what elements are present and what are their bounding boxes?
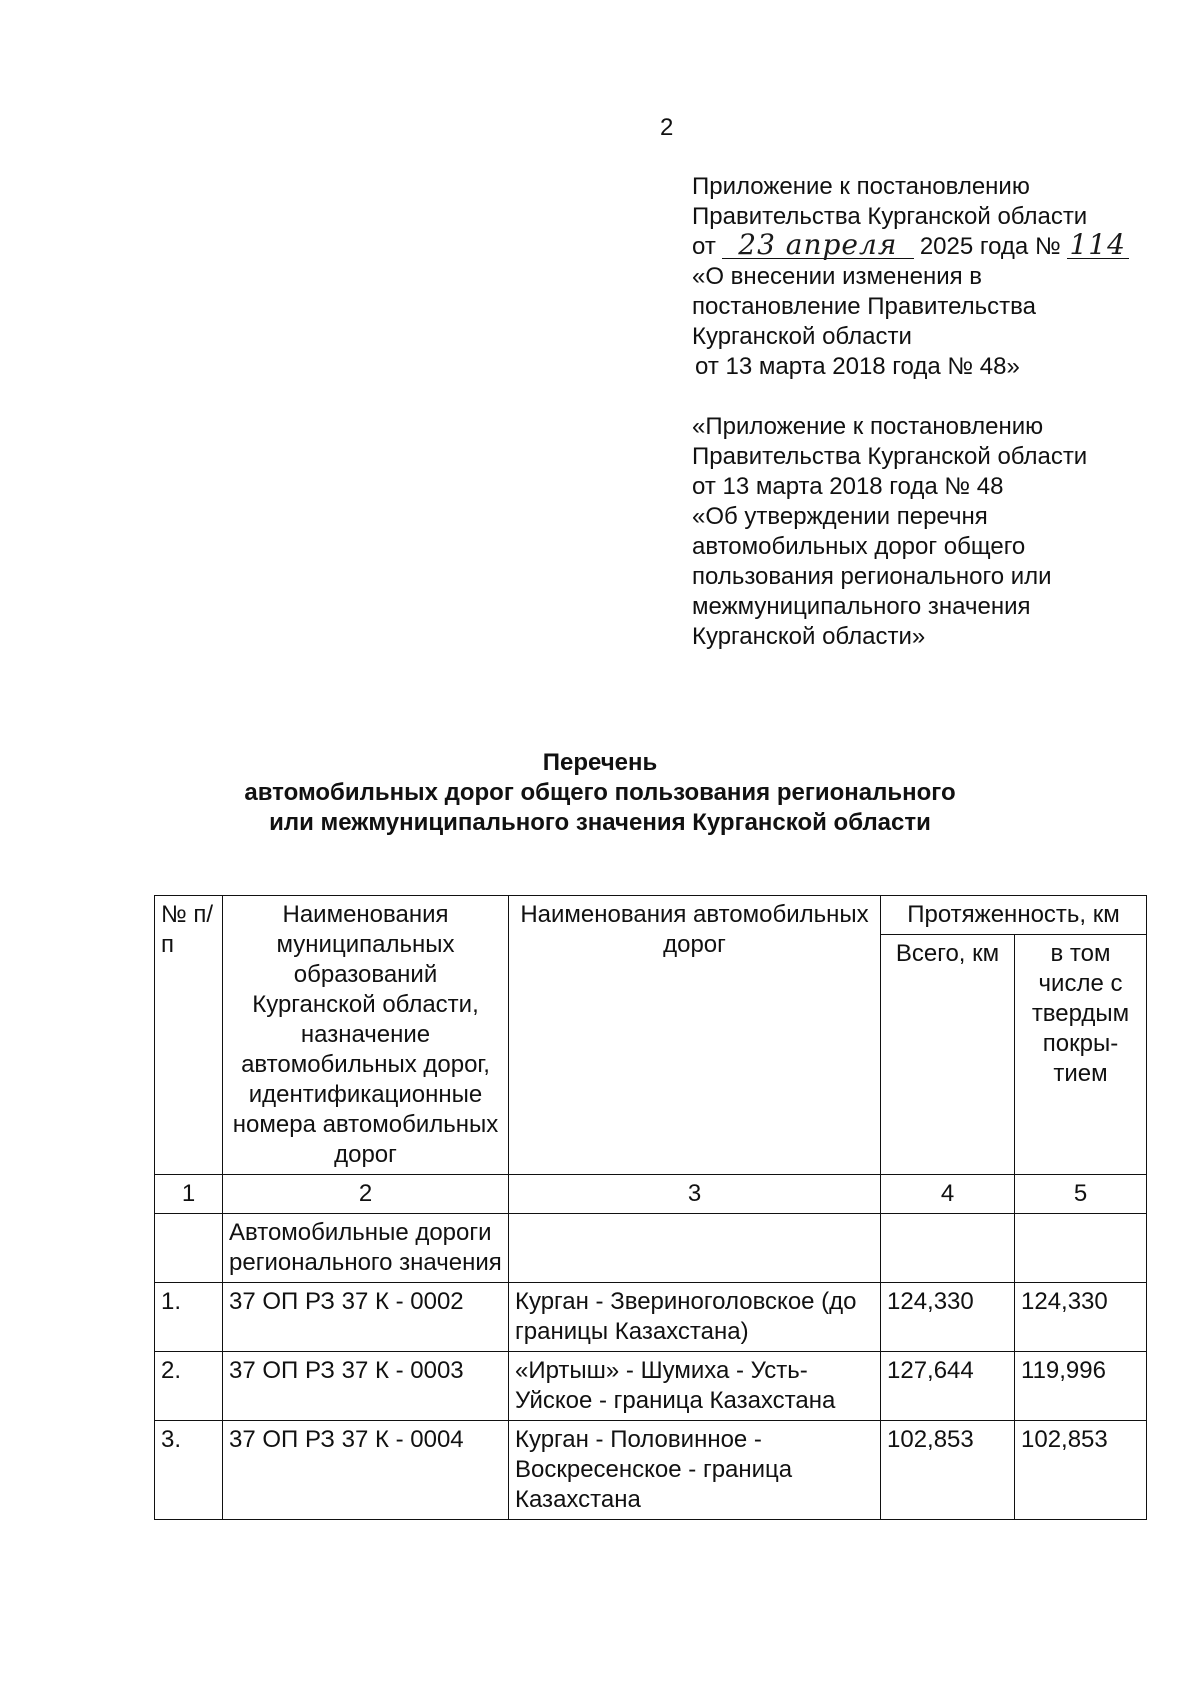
appendix-line: пользования регионального или: [692, 563, 1052, 590]
appendix-line: Правительства Курганской области: [692, 443, 1088, 470]
column-number: 3: [509, 1175, 881, 1214]
length-paved: 124,330: [1015, 1283, 1147, 1352]
road-name: «Иртыш» - Шумиха - Усть-Уйское - граница Казахстана: [509, 1352, 881, 1421]
year-text: 2025 года №: [919, 233, 1061, 260]
road-name: Курган - Половинное - Воскресенское - граница Казахстана: [509, 1421, 881, 1520]
appendix-line: постановление Правительства: [692, 293, 1036, 320]
column-number: 1: [155, 1175, 223, 1214]
appendix-line: Приложение к постановлению: [692, 173, 1030, 200]
date-prefix: от: [692, 233, 716, 260]
section-label: Автомобильные дороги регионального значения: [223, 1214, 509, 1283]
appendix-block: [692, 172, 1162, 652]
document-title: [150, 748, 1050, 838]
title-line: или межмуниципального значения Курганской области: [269, 809, 931, 836]
table-row: [155, 1421, 1147, 1520]
appendix-line: Курганской области»: [692, 623, 926, 650]
empty-cell: [509, 1214, 881, 1283]
empty-cell: [881, 1214, 1015, 1283]
title-line: автомобильных дорог общего пользования регионального: [244, 779, 956, 806]
appendix-line: «О внесении изменения в: [692, 263, 983, 290]
header-road-name: Наименования автомобильных дорог: [509, 896, 881, 1175]
appendix-line: Правительства Курганской области: [692, 203, 1088, 230]
road-id: 37 ОП РЗ 37 К - 0004: [223, 1421, 509, 1520]
roads-table: [154, 895, 1147, 1520]
length-total: 127,644: [881, 1352, 1015, 1421]
appendix-line: от 13 марта 2018 года № 48: [692, 473, 1004, 500]
section-row: [155, 1214, 1147, 1283]
length-paved: 119,996: [1015, 1352, 1147, 1421]
handwritten-number: 114: [1067, 232, 1129, 259]
appendix-date-line: [692, 228, 1162, 262]
header-total: Всего, км: [881, 935, 1015, 1175]
header-length: Протяженность, км: [881, 896, 1147, 935]
length-paved: 102,853: [1015, 1421, 1147, 1520]
table-row: [155, 1283, 1147, 1352]
appendix-line: межмуниципального значения: [692, 593, 1031, 620]
table-row: [155, 1352, 1147, 1421]
title-line: Перечень: [542, 749, 658, 776]
column-number: 4: [881, 1175, 1015, 1214]
length-total: 124,330: [881, 1283, 1015, 1352]
row-number: 3.: [155, 1421, 223, 1520]
appendix-line: «Приложение к постановлению: [692, 413, 1044, 440]
page-number: 2: [660, 114, 674, 141]
table-header-row: [155, 896, 1147, 935]
header-number: № п/п: [155, 896, 223, 1175]
appendix-line: от 13 марта 2018 года № 48»: [695, 353, 1020, 380]
column-number-row: [155, 1175, 1147, 1214]
header-paved: в том числе с твердым покры-тием: [1015, 935, 1147, 1175]
appendix-line: «Об утверждении перечня: [692, 503, 988, 530]
column-number: 5: [1015, 1175, 1147, 1214]
road-id: 37 ОП РЗ 37 К - 0002: [223, 1283, 509, 1352]
road-name: Курган - Звериноголовское (до границы Казахстана): [509, 1283, 881, 1352]
header-municipality: Наименования муниципальных образований Курганской области, назначение автомобильных дорог, идентификационные номера автомобильных дорог: [223, 896, 509, 1175]
empty-cell: [1015, 1214, 1147, 1283]
row-number: 2.: [155, 1352, 223, 1421]
handwritten-date: 23 апреля: [722, 232, 914, 259]
row-number: 1.: [155, 1283, 223, 1352]
road-id: 37 ОП РЗ 37 К - 0003: [223, 1352, 509, 1421]
appendix-line: Курганской области: [692, 323, 912, 350]
appendix-line: автомобильных дорог общего: [692, 533, 1026, 560]
length-total: 102,853: [881, 1421, 1015, 1520]
empty-cell: [155, 1214, 223, 1283]
column-number: 2: [223, 1175, 509, 1214]
spacer: [692, 382, 1162, 412]
